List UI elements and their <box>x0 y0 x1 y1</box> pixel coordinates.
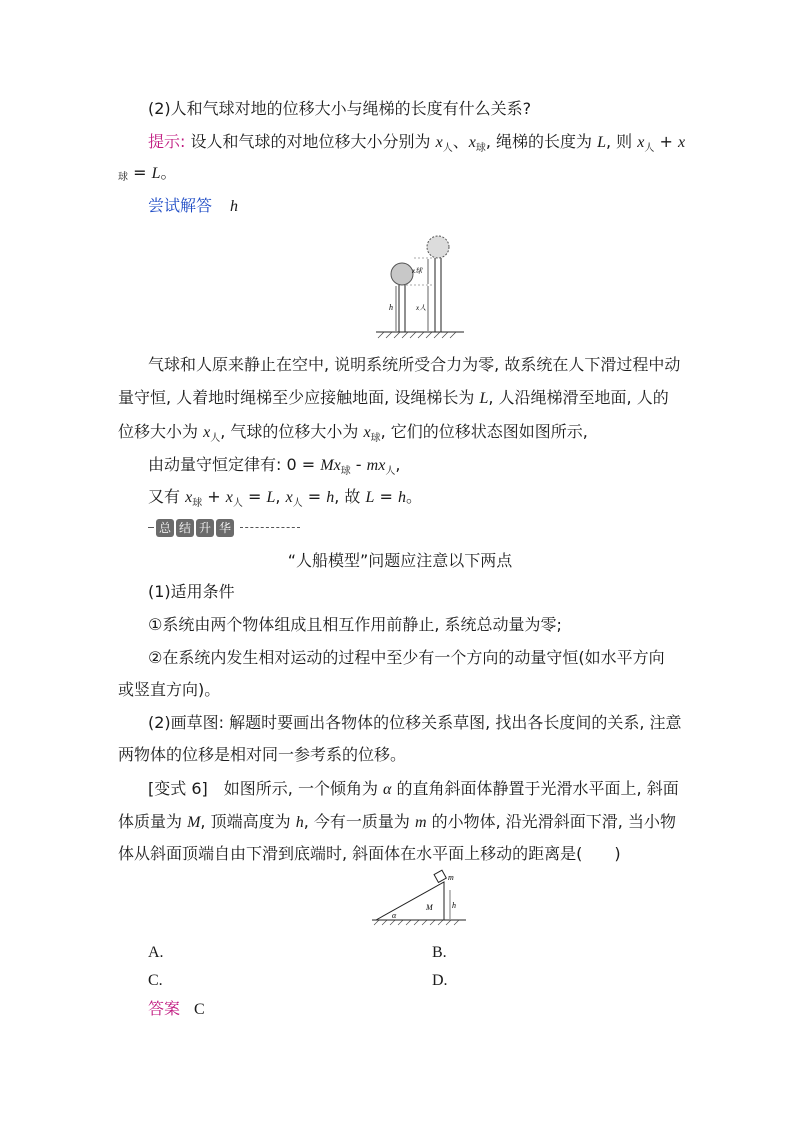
summary-p2: ①系统由两个物体组成且相互作用前静止, 系统总动量为零; <box>148 615 562 634</box>
variant-line-1: [变式 6] 如图所示, 一个倾角为 α 的直角斜面体静置于光滑水平面上, 斜面 <box>148 779 679 798</box>
summary-p3a: ②在系统内发生相对运动的过程中至少有一个方向的动量守恒(如水平方向 <box>148 648 665 667</box>
summary-p4a: (2)画草图: 解题时要画出各物体的位移关系草图, 找出各长度间的关系, 注意 <box>148 713 682 732</box>
option-b: B. <box>432 944 447 961</box>
small-block <box>434 870 446 882</box>
option-a: A. <box>148 944 164 961</box>
summary-title: “人船模型”问题应注意以下两点 <box>287 551 513 570</box>
variant-line-2: 体质量为 M, 顶端高度为 h, 今有一质量为 m 的小物体, 沿光滑斜面下滑, 当小物 <box>118 812 676 831</box>
final-answer-value: C <box>194 1001 205 1018</box>
label-h2: h <box>452 901 456 910</box>
explain-line-5: 又有 $x_球 + x_人 = L$, $x_人 = h$, 故 L = h。 <box>148 487 423 509</box>
option-c: C. <box>148 972 163 989</box>
label-M: M <box>426 903 433 912</box>
summary-p4b: 两物体的位移是相对同一参考系的位移。 <box>118 745 407 764</box>
try-answer <box>148 195 238 218</box>
incline-body <box>376 882 444 920</box>
summary-tag-char: 总 <box>156 519 174 537</box>
explain-line-2: 量守恒, 人着地时绳梯至少应接触地面, 设绳梯长为 L, 人沿绳梯滑至地面, 人的 <box>118 388 669 407</box>
explain-line-4: 由动量守恒定律有: $0 = Mx_球 - mx_人$, <box>148 455 401 477</box>
option-d: D. <box>432 972 448 989</box>
floor-hatch <box>374 920 459 925</box>
variant-line-3: 体从斜面顶端自由下滑到底端时, 斜面体在水平面上移动的距离是( ) <box>118 844 621 863</box>
label-alpha: α <box>392 911 397 920</box>
summary-tag <box>148 517 300 537</box>
ground-hatch <box>378 332 456 338</box>
summary-tag-char: 结 <box>176 519 194 537</box>
try-answer-value: h <box>230 198 239 215</box>
summary-tag-char: 华 <box>216 519 234 537</box>
hint-line-1: 提示: 设人和气球的对地位移大小分别为 $x_人$、$x_球$, 绳梯的长度为 L, 则 $x_人 + x$ <box>148 132 686 154</box>
final-answer-label: 答案 <box>148 999 181 1018</box>
label-x-qiu: x球 <box>412 267 423 275</box>
balloon-displacement-figure <box>370 228 470 340</box>
try-answer-label: 尝试解答 <box>148 196 213 215</box>
summary-tag-char: 升 <box>196 519 214 537</box>
summary-p3b: 或竖直方向)。 <box>118 680 221 699</box>
hint-line-2: 球 = L。 <box>118 163 177 183</box>
label-x-ren: x人 <box>416 304 427 312</box>
variant-label: [变式 6] <box>148 779 208 798</box>
hint-label: 提示: <box>148 132 186 151</box>
final-answer <box>148 998 205 1021</box>
explain-line-3: 位移大小为 $x_人$, 气球的位移大小为 $x_球$, 它们的位移状态图如图所示, <box>118 422 588 444</box>
balloon-initial <box>391 263 413 285</box>
explain-line-1: 气球和人原来静止在空中, 说明系统所受合力为零, 故系统在人下滑过程中动 <box>148 355 681 374</box>
summary-p1: (1)适用条件 <box>148 582 235 601</box>
question-2: (2)人和气球对地的位移大小与绳梯的长度有什么关系? <box>148 99 532 118</box>
balloon-final <box>427 236 449 258</box>
label-h: h <box>389 303 393 312</box>
label-m: m <box>448 873 454 882</box>
incline-figure <box>370 868 470 926</box>
